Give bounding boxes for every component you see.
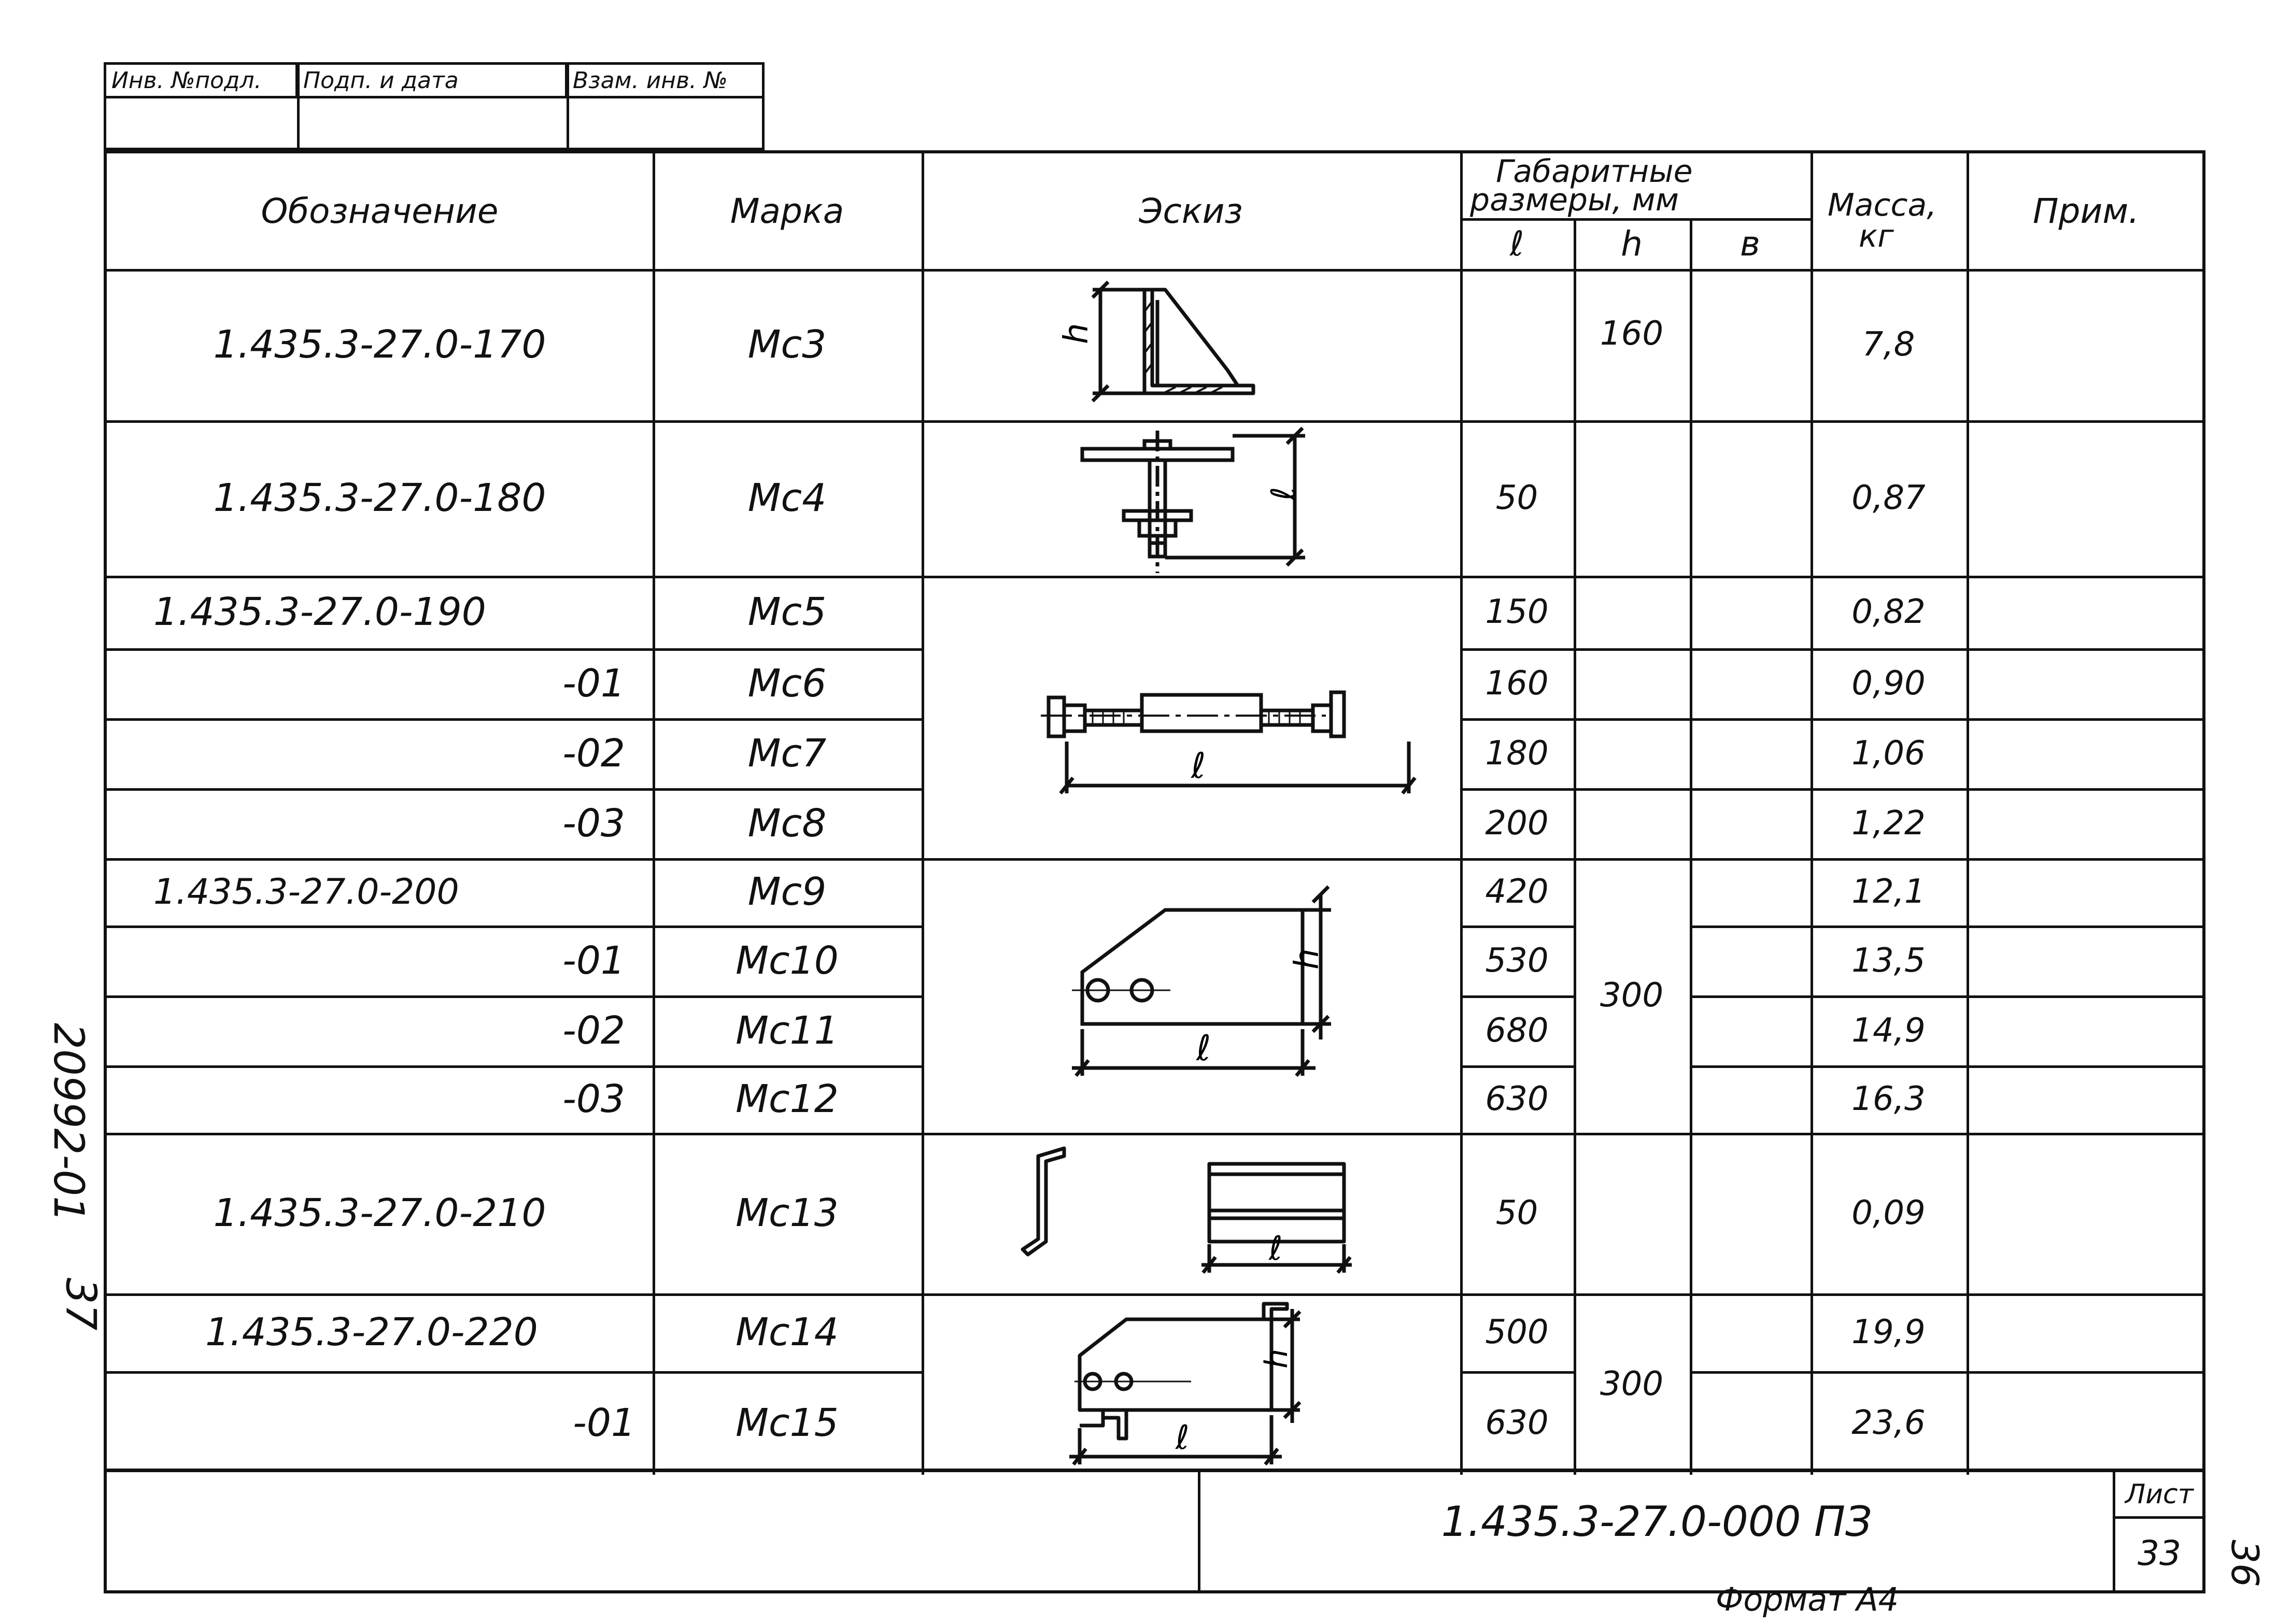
sketch-l-label: ℓ — [1176, 1419, 1190, 1457]
header-mass-line1: Масса, — [1828, 187, 1937, 223]
header-dim-l: ℓ — [1509, 223, 1524, 264]
header-designation: Обозначение — [261, 191, 499, 231]
stamp-inv-no-podl: Инв. №подл. — [106, 65, 298, 96]
row-dim-l: 200 — [1485, 804, 1549, 843]
row-dim-l: 630 — [1485, 1404, 1549, 1442]
row-mark: Мс14 — [736, 1310, 839, 1355]
row-mark: Мс9 — [747, 870, 827, 914]
row-mark: Мс3 — [747, 322, 827, 367]
stamp-vzam-inv-no: Взам. инв. № — [573, 67, 728, 94]
row-dim-l: 630 — [1485, 1080, 1549, 1118]
sheet-number: 33 — [2138, 1533, 2181, 1573]
sketch-l-label: ℓ — [1269, 1230, 1283, 1268]
row-mark: Мс4 — [747, 476, 827, 520]
row-designation: -01 — [562, 938, 625, 983]
approval-stamp — [104, 62, 765, 150]
row-dim-l: 50 — [1495, 1194, 1538, 1232]
format-label: Формат А4 — [1716, 1580, 1899, 1618]
row-dim-l: 160 — [1485, 664, 1549, 703]
row-mass: 13,5 — [1851, 941, 1926, 980]
sketch-l-label: ℓ — [1196, 1028, 1211, 1069]
sketch-l-label: ℓ — [1191, 746, 1206, 787]
row-mass: 12,1 — [1851, 873, 1926, 911]
album-code: 20992-01 — [45, 1022, 93, 1223]
sketch-h-label: h — [1057, 323, 1096, 344]
row-mark: Мс12 — [736, 1077, 839, 1121]
sketch-plate-holes — [922, 858, 1460, 1133]
row-mass: 0,87 — [1851, 479, 1926, 517]
row-dim-l: 180 — [1485, 734, 1549, 773]
row-mass: 7,8 — [1862, 325, 1915, 364]
row-designation: -02 — [562, 731, 625, 776]
merged-dim-h: 300 — [1600, 976, 1664, 1015]
row-mass: 0,82 — [1851, 593, 1926, 631]
sketch-l-label: ℓ — [1265, 487, 1303, 501]
row-dim-l: 680 — [1485, 1011, 1549, 1050]
row-mark: Мс6 — [747, 661, 827, 706]
row-mass: 19,9 — [1851, 1313, 1926, 1351]
row-dim-h: 160 — [1600, 315, 1664, 353]
row-mark: Мс10 — [736, 938, 839, 983]
row-dim-l: 50 — [1495, 479, 1538, 517]
row-designation: 1.435.3-27.0-180 — [213, 476, 546, 520]
row-mark: Мс5 — [747, 590, 827, 634]
row-mark: Мс11 — [736, 1008, 839, 1053]
row-designation: 1.435.3-27.0-200 — [153, 871, 459, 913]
header-dims-line1: Габаритные — [1496, 153, 1693, 190]
merged-dim-h: 300 — [1600, 1365, 1664, 1403]
page-number: 36 — [2223, 1540, 2267, 1587]
sketch-z-clip — [922, 1133, 1460, 1293]
document-code: 1.435.3-27.0-000 ПЗ — [1441, 1497, 1872, 1546]
row-mass: 1,22 — [1851, 804, 1926, 843]
row-mass: 0,09 — [1851, 1194, 1926, 1232]
row-mass: 16,3 — [1851, 1080, 1926, 1118]
header-mass-line2: кг — [1859, 218, 1894, 254]
header-note: Прим. — [2032, 191, 2140, 231]
album-page: 37 — [56, 1277, 105, 1331]
row-designation: -03 — [562, 1077, 625, 1121]
row-dim-l: 530 — [1485, 941, 1549, 980]
row-mark: Мс7 — [747, 731, 827, 776]
header-dim-h: h — [1621, 223, 1643, 264]
sheet-label: Лист — [2125, 1478, 2194, 1510]
row-designation: 1.435.3-27.0-190 — [153, 590, 486, 634]
row-designation: -03 — [562, 801, 625, 846]
title-block — [104, 1469, 2205, 1593]
row-mark: Мс13 — [736, 1191, 839, 1235]
row-mass: 23,6 — [1851, 1404, 1926, 1442]
row-designation: -01 — [573, 1401, 635, 1445]
sketch-bolt-plate — [922, 420, 1460, 576]
row-mark: Мс15 — [736, 1401, 839, 1445]
stamp-podp-i-data: Подп. и дата — [298, 65, 568, 96]
row-dim-l: 420 — [1485, 873, 1549, 911]
sketch-bracket-plate — [922, 1293, 1460, 1475]
header-dims-line2: размеры, мм — [1470, 182, 1679, 218]
row-designation: 1.435.3-27.0-210 — [213, 1191, 546, 1235]
header-dim-b: в — [1740, 223, 1760, 264]
row-mass: 14,9 — [1851, 1011, 1926, 1050]
sketch-h-label: h — [1288, 948, 1326, 970]
row-mass: 0,90 — [1851, 664, 1926, 703]
row-mark: Мс8 — [747, 801, 827, 846]
specification-table — [104, 150, 2205, 1472]
row-dim-l: 500 — [1485, 1313, 1549, 1351]
sketch-tie-bolt — [922, 576, 1460, 858]
row-mass: 1,06 — [1851, 734, 1926, 773]
sketch-h-label: h — [1258, 1348, 1295, 1369]
sketch-angle-bracket — [922, 269, 1460, 420]
row-dim-l: 150 — [1485, 593, 1549, 631]
row-designation: 1.435.3-27.0-220 — [205, 1310, 538, 1355]
row-designation: 1.435.3-27.0-170 — [213, 322, 546, 367]
row-designation: -01 — [562, 661, 625, 706]
row-designation: -02 — [562, 1008, 625, 1053]
header-sketch: Эскиз — [1139, 191, 1243, 231]
header-mark: Марка — [730, 191, 844, 231]
